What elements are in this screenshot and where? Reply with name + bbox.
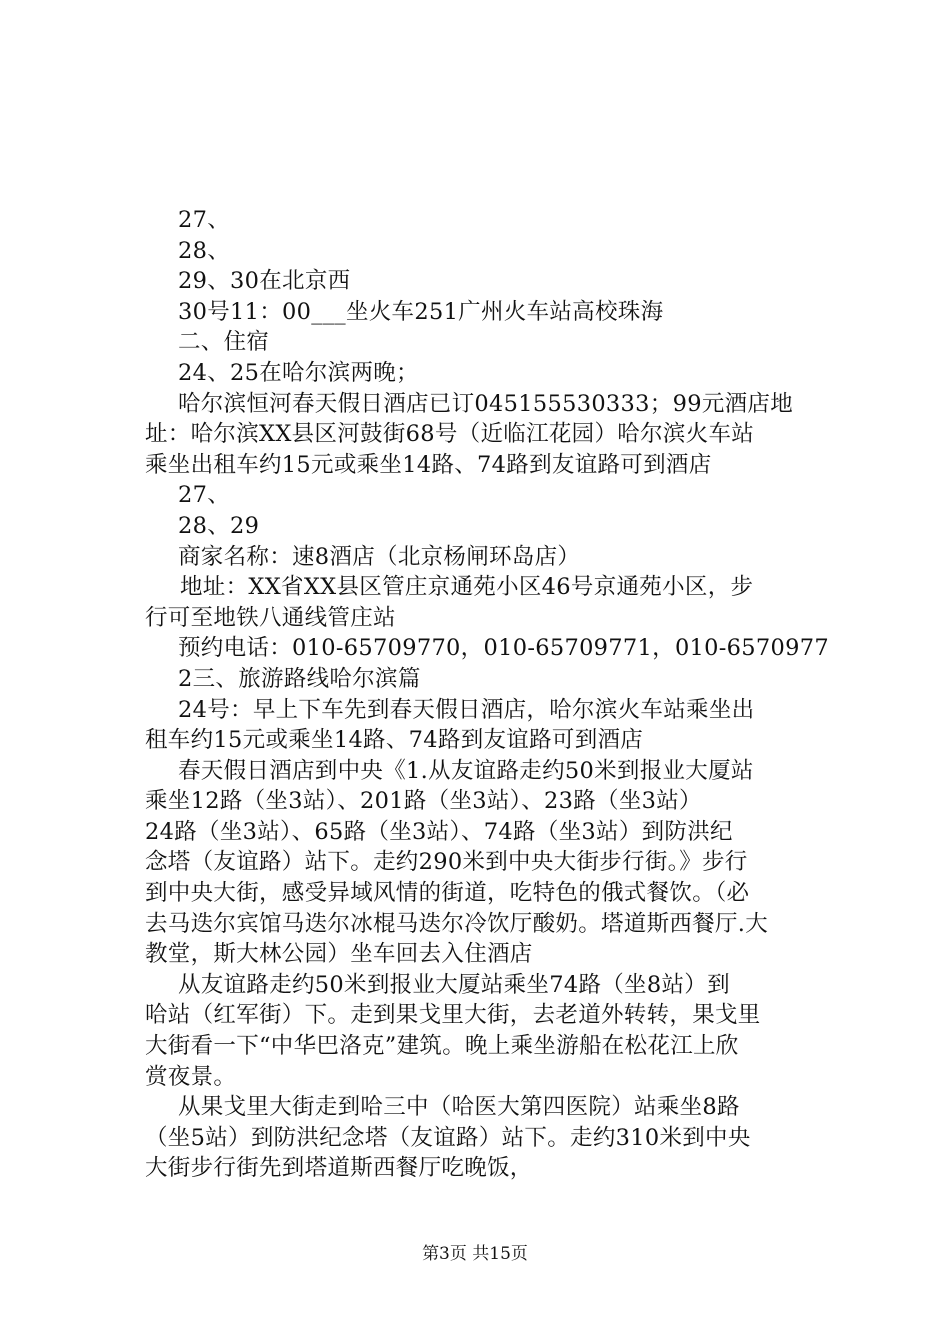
text-line: （坐5站）到防洪纪念塔（友谊路）站下。走约310米到中央 (145, 1124, 751, 1151)
text-line: 二、住宿 (178, 329, 270, 356)
text-line: 乘坐12路（坐3站）、201路（坐3站）、23路（坐3站） (145, 788, 702, 815)
text-line: 27、 (178, 482, 231, 509)
text-line: 教堂，斯大林公园）坐车回去入住酒店 (145, 941, 533, 968)
text-line: 30号11：00___坐火车251广州火车站高校珠海 (178, 298, 664, 325)
text-line: 2三、旅游路线哈尔滨篇 (178, 665, 421, 692)
text-line: 28、29 (178, 512, 260, 539)
text-line: 29、30在北京西 (178, 268, 351, 295)
text-line: 赏夜景。 (145, 1063, 237, 1090)
text-line: 24号：早上下车先到春天假日酒店，哈尔滨火车站乘坐出 (178, 696, 755, 723)
text-line: 27、 (178, 207, 231, 233)
text-line: 预约电话：010-65709770，010-65709771，010-6570977 (178, 635, 829, 662)
text-line: 24、25在哈尔滨两晚； (178, 359, 419, 386)
text-line: 大街步行街先到塔道斯西餐厅吃晚饭， (145, 1155, 533, 1182)
text-line: 乘坐出租车约15元或乘坐14路、74路到友谊路可到酒店 (145, 451, 712, 478)
text-line: 哈站（红军街）下。走到果戈里大街，去老道外转转，果戈里 (145, 1002, 761, 1029)
text-line: 春天假日酒店到中央《1.从友谊路走约50米到报业大厦站 (178, 757, 754, 784)
text-line: 从友谊路走约50米到报业大厦站乘坐74路（坐8站）到 (178, 971, 730, 998)
text-line: 行可至地铁八通线管庄站 (145, 604, 396, 631)
text-line: 去马迭尔宾馆马迭尔冰棍马迭尔冷饮厅酸奶。塔道斯西餐厅.大 (145, 910, 769, 937)
text-line: 大街看一下“中华巴洛克”建筑。晚上乘坐游船在松花江上欣 (145, 1033, 739, 1060)
text-line: 到中央大街，感受异域风情的街道，吃特色的俄式餐饮。（必 (145, 880, 750, 907)
document-body (145, 205, 833, 1184)
text-line: 商家名称：速8酒店（北京杨闸环岛店） (178, 543, 581, 570)
text-line: 从果戈里大街走到哈三中（哈医大第四医院）站乘坐8路 (178, 1094, 740, 1121)
text-line: 址：哈尔滨XX县区河鼓街68号（近临江花园）哈尔滨火车站 (145, 421, 755, 448)
text-line: 地址：XX省XX县区管庄京通苑小区46号京通苑小区，步 (180, 574, 754, 601)
text-line: 28、 (178, 237, 231, 264)
text-line: 24路（坐3站）、65路（坐3站）、74路（坐3站）到防洪纪 (145, 818, 733, 845)
text-line: 租车约15元或乘坐14路、74路到友谊路可到酒店 (145, 727, 644, 754)
page-footer: 第3页 共15页 (422, 1244, 528, 1264)
text-line: 哈尔滨恒河春天假日酒店已订045155530333；99元酒店地 (178, 390, 794, 417)
text-line: 念塔（友谊路）站下。走约290米到中央大街步行街。》步行 (145, 849, 748, 876)
